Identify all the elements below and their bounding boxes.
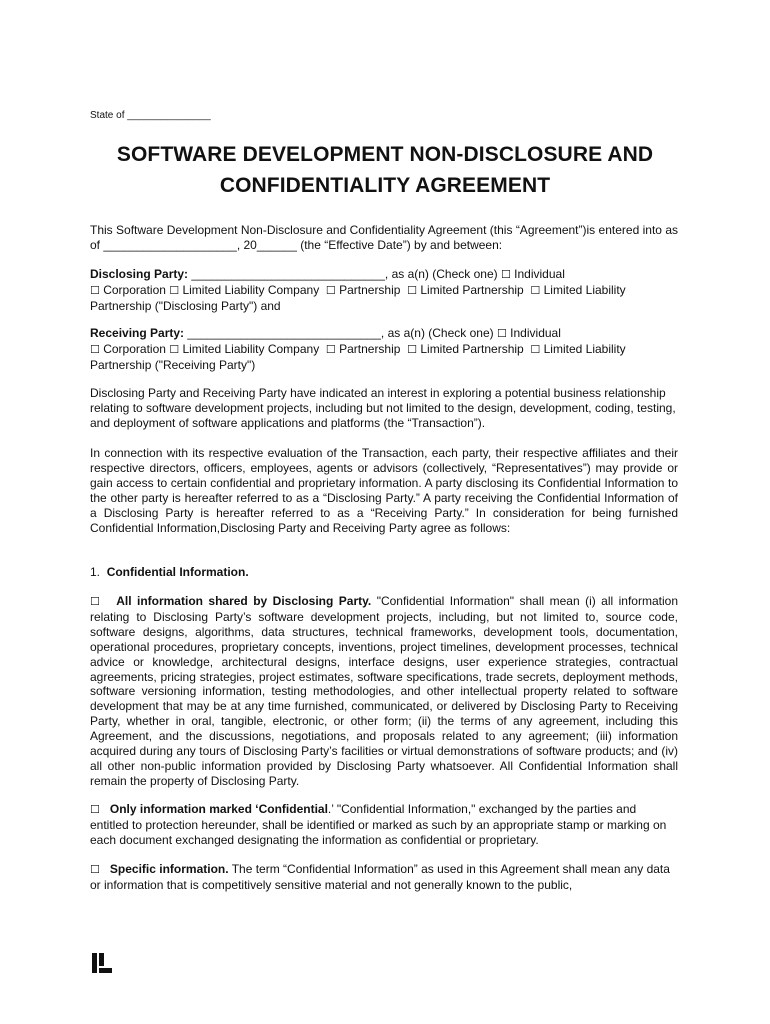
interest-paragraph: Disclosing Party and Receiving Party have indicated an interest in exploring a potential business relationship relating to software development projects, including but not limited to the design, development, coding, testing, and deployment of software applications and platforms (the “Transaction”). [90,386,676,430]
disclosing-party-block: Disclosing Party: _____________________________, as a(n) (Check one) ☐ Individual ☐ Corporation ☐ Limited Liability Company ☐ Partnership ☐ Limited Partnership ☐ Limited Liability Partnership ("Disclosing Party") and [90,267,626,313]
option-specific-heading: Specific information. [109,862,229,876]
checkbox-corporation[interactable]: ☐ [90,283,100,297]
checkbox-specific-information[interactable]: ☐ [90,863,100,876]
option-marked-confidential [90,802,678,848]
option-marked-heading: Only information marked ‘Confidential [109,802,328,816]
title-line-1: SOFTWARE DEVELOPMENT NON-DISCLOSURE AND [116,143,654,166]
checkbox-llp[interactable]: ☐ [530,342,541,356]
option-marked-heading-tail: . [327,802,332,816]
document-title [90,139,680,201]
receiving-party-block: Receiving Party: _____________________________, as a(n) (Check one) ☐ Individual ☐ Corporation ☐ Limited Liability Company ☐ Partnership ☐ Limited Partnership ☐ Limited Liability Partnership ("Receiving Party") [90,326,626,372]
checkbox-marked-confidential[interactable]: ☐ [90,803,100,816]
option-specific-information [90,862,678,893]
connection-paragraph: In connection with its respective evaluation of the Transaction, each party, their respective affiliates and their respective directors, officers, employees, agents or advisors (collectively, “Representatives”) may provide or gain access to certain confidential and proprietary information. A party disclosing its Confidential Information to the other party is hereafter referred to as a “Disclosing Party.” A party receiving the Confidential Information of a Disclosing Party is hereafter referred to as a “Receiving Party.” In consideration for being furnished Confidential Information,Disclosing Party and Receiving Party agree as follows: [90,446,678,535]
section-title: Confidential Information. [106,565,249,579]
option-all-heading: All information shared by Disclosing Party. [116,594,372,608]
disclosing-party-line: _____________________________, as a(n) (Check one) [188,267,501,281]
checkbox-partnership[interactable]: ☐ [325,283,336,297]
checkbox-partnership[interactable]: ☐ [325,342,336,356]
state-line: State of _______________ [90,110,211,121]
intro-paragraph: This Software Development Non-Disclosure and Confidentiality Agreement (this “Agreement”)is entered into as of ____________________, 20______ (the “Effective Date”) by and between: [90,223,678,252]
disclosing-party-label: Disclosing Party: [90,267,189,281]
legal-templates-logo-icon [92,953,112,973]
checkbox-llp[interactable]: ☐ [530,283,541,297]
checkbox-llc[interactable]: ☐ [169,342,180,356]
receiving-party-label: Receiving Party: [90,326,185,340]
option-all-text: "Confidential Information" shall mean (i) all information relating to Disclosing Party’s software development projects, including, but not limited to, source code, software designs, algorithms, data structures, technical frameworks, development tools, documentation, operational procedures, proprietary concepts, inventions, project timelines, development processes, technical advice or knowledge, architectural designs, interface designs, user experience strategies, contractual agreements, pricing strategies, project estimates, software specifications, trade secrets, deployment methods, software versioning information, testing methodologies, and other intellectual property related to software development that may be at any time furnished, communicated, or delivered by Disclosing Party to Receiving Party, whether in oral, tangible, electronic, or other form; (ii) the terms of any agreement, including this Agreement, and the discussions, negotiations, and proposals related to any agreement; (iii) information acquired during any tours of Disclosing Party’s facilities or virtual demonstrations of software products; and (iv) all other non-public information provided by Disclosing Party whatsoever. All Confidential Information shall remain the property of Disclosing Party. [90,594,678,788]
option-marked-text: ’ "Confidential Information," exchanged by the parties and entitled to protection hereunder, shall be identified or marked as such by an appropriate stamp or marking on each document exchanged designating the information as confidential or proprietary. [90,802,667,847]
receiving-party-line: _____________________________, as a(n) (Check one) [184,326,497,340]
checkbox-llc[interactable]: ☐ [169,283,180,297]
section-number: 1. [90,565,101,579]
checkbox-individual[interactable]: ☐ [496,327,507,340]
title-line-2: CONFIDENTIALITY AGREEMENT [219,174,551,197]
checkbox-individual[interactable]: ☐ [500,268,511,281]
option-all-information [90,594,678,789]
checkbox-limited-partnership[interactable]: ☐ [407,342,418,356]
option-specific-text: The term “Confidential Information” as used in this Agreement shall mean any data or information that is competitively sensitive material and not generally known to the public, [90,862,670,892]
section-1-heading [90,565,678,580]
checkbox-corporation[interactable]: ☐ [90,342,100,356]
checkbox-limited-partnership[interactable]: ☐ [407,283,418,297]
checkbox-all-information[interactable]: ☐ [90,595,100,608]
